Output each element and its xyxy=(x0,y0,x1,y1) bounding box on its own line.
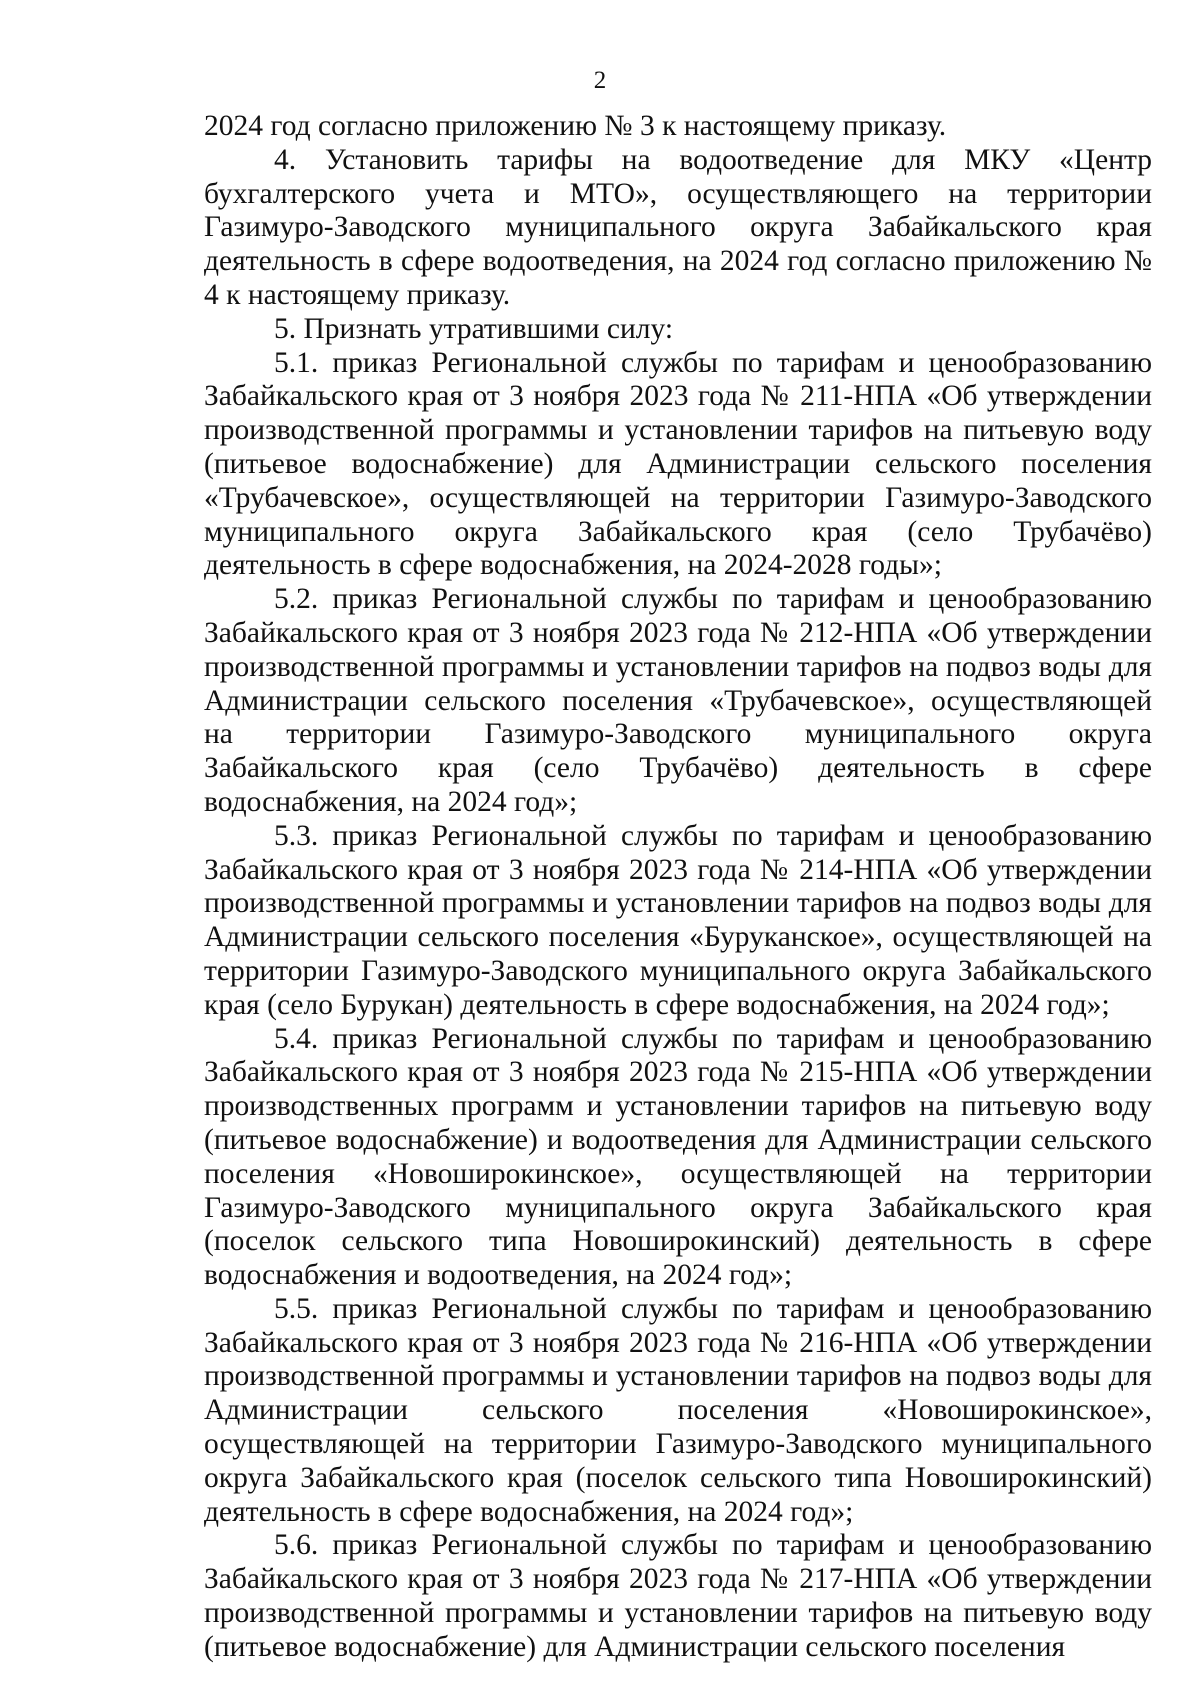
paragraph-item-4: 4. Установить тарифы на водоотведение для МКУ «Центр бухгалтерского учета и МТО», осуществляющего на территории Газимуро-Заводского муниципального округа Забайкальского края деятельность в сфере водоотведения, на 2024 год согласно приложению № 4 к настоящему приказу. xyxy=(204,143,1152,311)
document-body xyxy=(204,110,1152,1665)
paragraph-item-5-1: 5.1. приказ Региональной службы по тарифам и ценообразованию Забайкальского края от 3 ноября 2023 года № 211-НПА «Об утверждении производственной программы и установлении тарифов на питьевую воду (питьевое водоснабжение) для Администрации сельского поселения «Трубачевское», осуществляющей на территории Газимуро-Заводского муниципального округа Забайкальского края (село Трубачёво) деятельность в сфере водоснабжения, на 2024-2028 годы»; xyxy=(204,346,1152,582)
paragraph-continuation: 2024 год согласно приложению № 3 к настоящему приказу. xyxy=(204,110,947,142)
page-number: 2 xyxy=(593,67,607,94)
paragraph-item-5-2: 5.2. приказ Региональной службы по тарифам и ценообразованию Забайкальского края от 3 ноября 2023 года № 212-НПА «Об утверждении производственной программы и установлении тарифов на подвоз воды для Администрации сельского поселения «Трубачевское», осуществляющей на территории Газимуро-Заводского муниципального округа Забайкальского края (село Трубачёво) деятельность в сфере водоснабжения, на 2024 год»; xyxy=(204,583,1152,818)
paragraph-item-5-6: 5.6. приказ Региональной службы по тарифам и ценообразованию Забайкальского края от 3 ноября 2023 года № 217-НПА «Об утверждении производственной программы и установлении тарифов на питьевую воду (питьевое водоснабжение) для Администрации сельского поселения xyxy=(204,1529,1152,1663)
paragraph-item-5: 5. Признать утратившими силу: xyxy=(274,312,674,345)
paragraph-item-5-4: 5.4. приказ Региональной службы по тарифам и ценообразованию Забайкальского края от 3 ноября 2023 года № 215-НПА «Об утверждении производственных программ и установлении тарифов на питьевую воду (питьевое водоснабжение) и водоотведения для Администрации сельского поселения «Новоширокинское», осуществляющей на территории Газимуро-Заводского муниципального округа Забайкальского края (поселок сельского типа Новоширокинский) деятельность в сфере водоснабжения и водоотведения, на 2024 год»; xyxy=(204,1022,1152,1292)
paragraph-item-5-3: 5.3. приказ Региональной службы по тарифам и ценообразованию Забайкальского края от 3 ноября 2023 года № 214-НПА «Об утверждении производственной программы и установлении тарифов на подвоз воды для Администрации сельского поселения «Буруканское», осуществляющей на территории Газимуро-Заводского муниципального округа Забайкальского края (село Бурукан) деятельность в сфере водоснабжения, на 2024 год»; xyxy=(204,819,1152,1021)
paragraph-item-5-5: 5.5. приказ Региональной службы по тарифам и ценообразованию Забайкальского края от 3 ноября 2023 года № 216-НПА «Об утверждении производственной программы и установлении тарифов на подвоз воды для Администрации сельского поселения «Новоширокинское», осуществляющей на территории Газимуро-Заводского муниципального округа Забайкальского края (поселок сельского типа Новоширокинский) деятельность в сфере водоснабжения, на 2024 год»; xyxy=(204,1292,1152,1528)
